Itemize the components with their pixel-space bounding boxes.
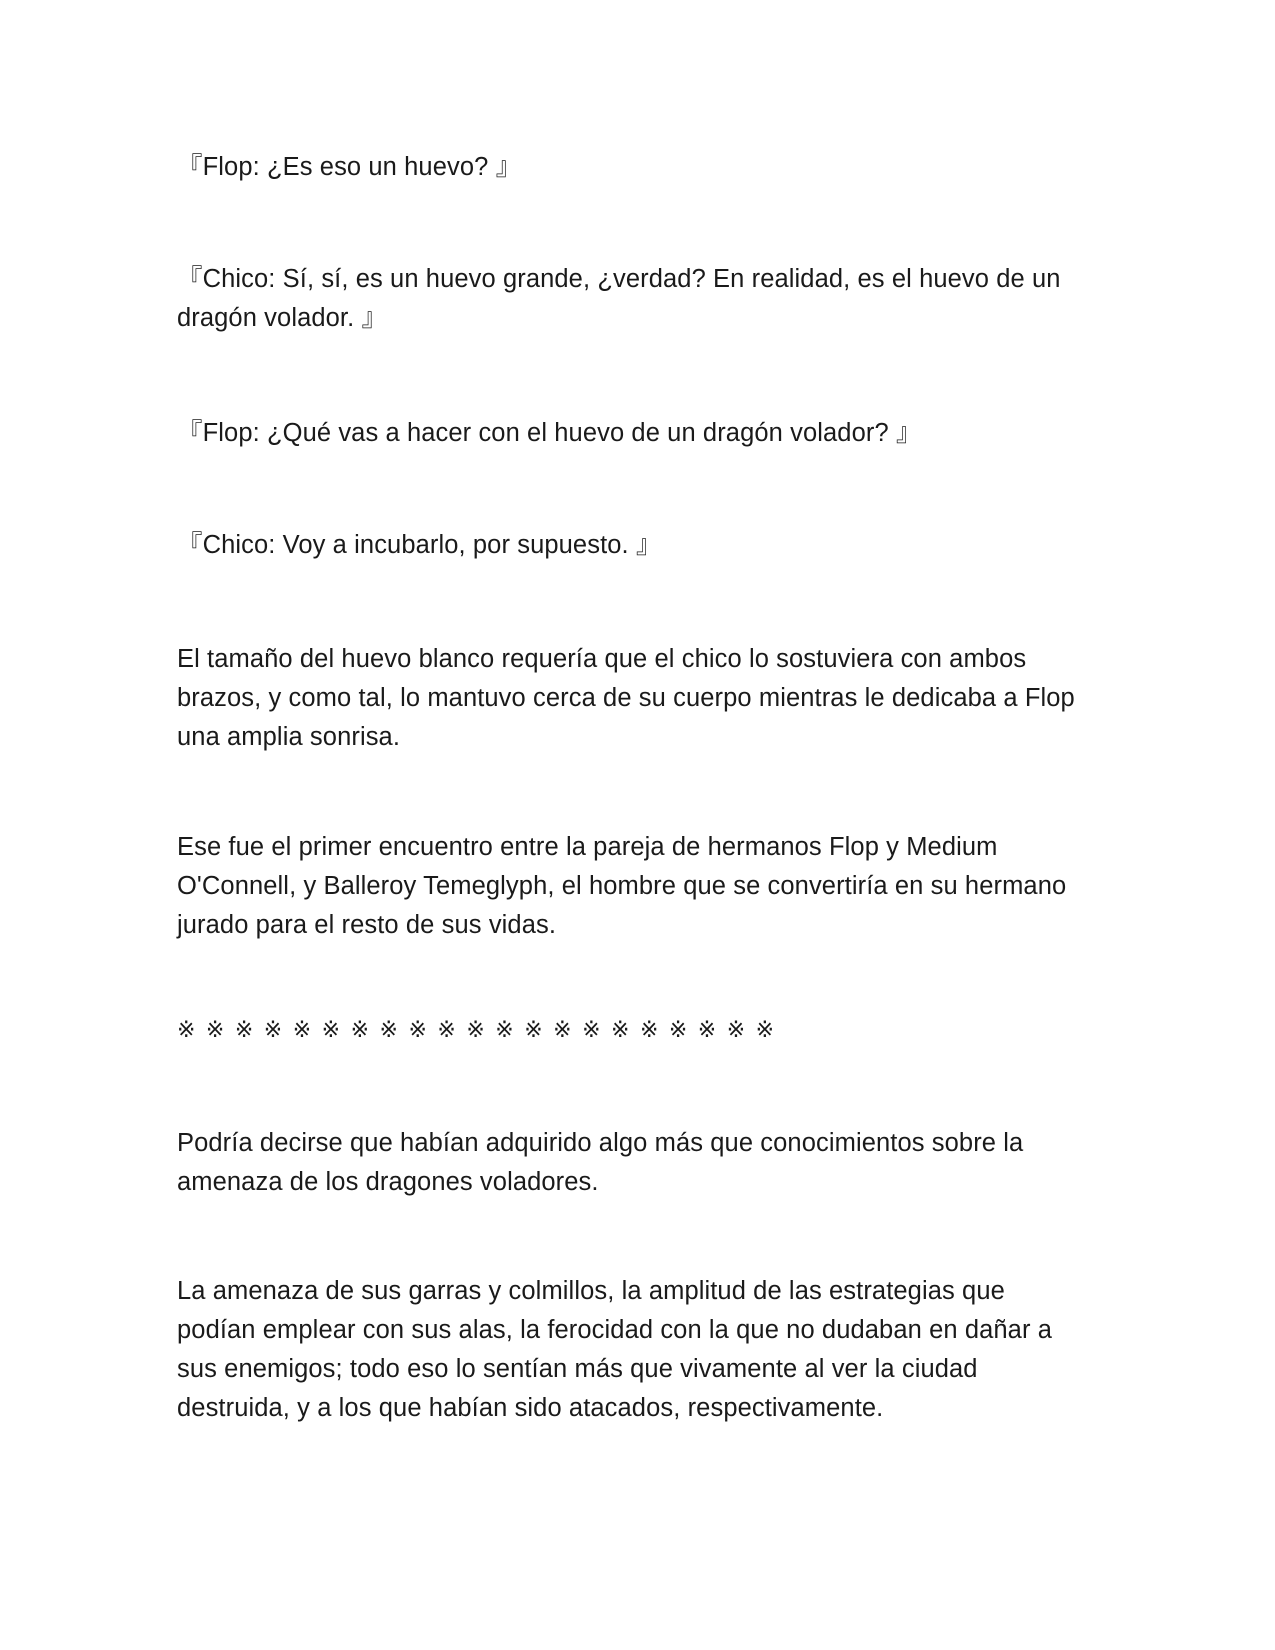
dialogue-line-chico-2: 『Chico: Voy a incubarlo, por supuesto. 』	[177, 531, 662, 559]
scene-separator: ※※※※※※※※※※※※※※※※※※※※※	[177, 1018, 785, 1043]
dialogue-line-chico-1: 『Chico: Sí, sí, es un huevo grande, ¿verdad? En realidad, es el huevo de un dragón volador. 』	[177, 265, 1061, 332]
narrative-paragraph-encounter: Ese fue el primer encuentro entre la pareja de hermanos Flop y Medium O'Connell, y Balleroy Temeglyph, el hombre que se convertiría en su hermano jurado para el resto de sus vidas.	[177, 833, 1067, 939]
narrative-paragraph-claws: La amenaza de sus garras y colmillos, la amplitud de las estrategias que podían emplear con sus alas, la ferocidad con la que no dudaban en dañar a sus enemigos; todo eso lo sentían más que vivamente al ver la ciudad destruida, y a los que habían sido atacados, respectivamente.	[177, 1277, 1053, 1422]
narrative-paragraph-threat: Podría decirse que habían adquirido algo más que conocimientos sobre la amenaza de los dragones voladores.	[177, 1129, 1024, 1196]
narrative-paragraph-egg: El tamaño del huevo blanco requería que el chico lo sostuviera con ambos brazos, y como tal, lo mantuvo cerca de su cuerpo mientras le dedicaba a Flop una amplia sonrisa.	[177, 645, 1075, 751]
dialogue-line-flop-1: 『Flop: ¿Es eso un huevo? 』	[177, 153, 522, 181]
dialogue-line-flop-2: 『Flop: ¿Qué vas a hacer con el huevo de un dragón volador? 』	[177, 419, 922, 447]
